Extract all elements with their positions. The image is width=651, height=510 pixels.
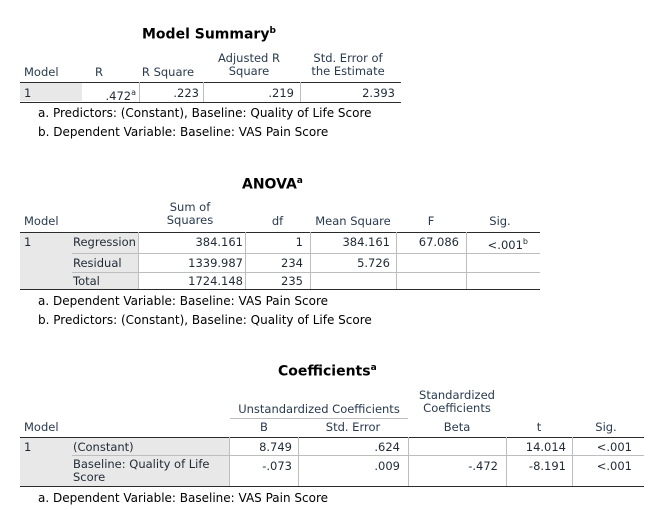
coef-header-b: B [260, 420, 268, 434]
coef-header-beta: Beta [443, 420, 471, 434]
coef-constant-se: .624 [374, 440, 400, 454]
anova-header-model: Model [24, 214, 59, 228]
coef-qol-se: .009 [374, 459, 400, 473]
anova-footnote-b: b. Predictors: (Constant), Baseline: Quality of Life Score [38, 313, 372, 327]
anova-footnote-a: a. Dependent Variable: Baseline: VAS Pain Score [38, 294, 329, 308]
anova-regression-ss: 384.161 [195, 235, 243, 249]
ms-footnote-a: a. Predictors: (Constant), Baseline: Quality of Life Score [38, 106, 372, 120]
anova-header-sig: Sig. [489, 214, 511, 228]
coef-footnote-a: a. Dependent Variable: Baseline: VAS Pain Score [38, 491, 329, 505]
coef-qol-b: -.073 [262, 459, 292, 473]
coef-header-model: Model [24, 420, 59, 434]
ms-header-r: R [95, 65, 103, 79]
coef-header-t: t [536, 420, 542, 434]
ms-header-r-square: R Square [141, 65, 195, 79]
ms-header-std-error: Std. Error of the Estimate [311, 51, 385, 78]
model-summary-title: Model Summary$^b$ [142, 26, 276, 43]
anova-model-number: 1 [24, 235, 32, 249]
coef-constant-b: 8.749 [259, 440, 292, 454]
anova-regression-ms: 384.161 [342, 235, 390, 249]
coef-constant-sig: <.001 [596, 440, 632, 454]
coef-row-qol-label: Baseline: Quality of Life Score [73, 457, 210, 484]
coef-qol-t: -8.191 [528, 459, 566, 473]
coef-header-std-error: Std. Error [325, 420, 381, 434]
anova-header-sum-of-squares: Sum of Squares [166, 200, 214, 227]
ms-header-adj-r-square: Adjusted R Square [218, 51, 280, 78]
ms-footnote-b: b. Dependent Variable: Baseline: VAS Pain Score [38, 125, 329, 139]
coef-header-standardized: Standardized Coefficients [419, 388, 495, 415]
anova-row-total-label: Total [73, 274, 100, 288]
anova-row-residual-label: Residual [73, 256, 122, 270]
coefficients-title: Coefficients$^a$ [278, 363, 377, 380]
ms-model-number: 1 [24, 86, 32, 100]
coef-qol-sig: <.001 [596, 459, 632, 473]
anova-regression-f: 67.086 [418, 235, 459, 249]
ms-adj-r-square-value: .219 [268, 86, 294, 100]
ms-header-model: Model [24, 65, 59, 79]
ms-r-value: .472$^a$ [105, 88, 136, 103]
anova-total-df: 235 [281, 274, 303, 288]
anova-residual-ms: 5.726 [357, 256, 390, 270]
coef-header-sig: Sig. [595, 420, 617, 434]
anova-title: ANOVA$^a$ [242, 176, 303, 193]
anova-header-f: F [427, 214, 435, 228]
ms-std-error-value: 2.393 [362, 86, 395, 100]
ms-r-square-value: .223 [173, 86, 199, 100]
coef-constant-t: 14.014 [525, 440, 566, 454]
anova-header-mean-square: Mean Square [315, 214, 391, 228]
anova-residual-ss: 1339.987 [188, 256, 243, 270]
anova-row-regression-label: Regression [73, 235, 136, 249]
coef-qol-beta: -.472 [468, 459, 498, 473]
coef-row-constant-label: (Constant) [73, 440, 134, 454]
anova-header-df: df [271, 214, 284, 228]
anova-regression-sig: <.001$^b$ [487, 237, 528, 252]
coef-model-number: 1 [24, 440, 32, 454]
coef-header-unstandardized: Unstandardized Coefficients [238, 402, 400, 416]
anova-total-ss: 1724.148 [188, 274, 243, 288]
anova-regression-df: 1 [295, 235, 303, 249]
anova-residual-df: 234 [281, 256, 303, 270]
